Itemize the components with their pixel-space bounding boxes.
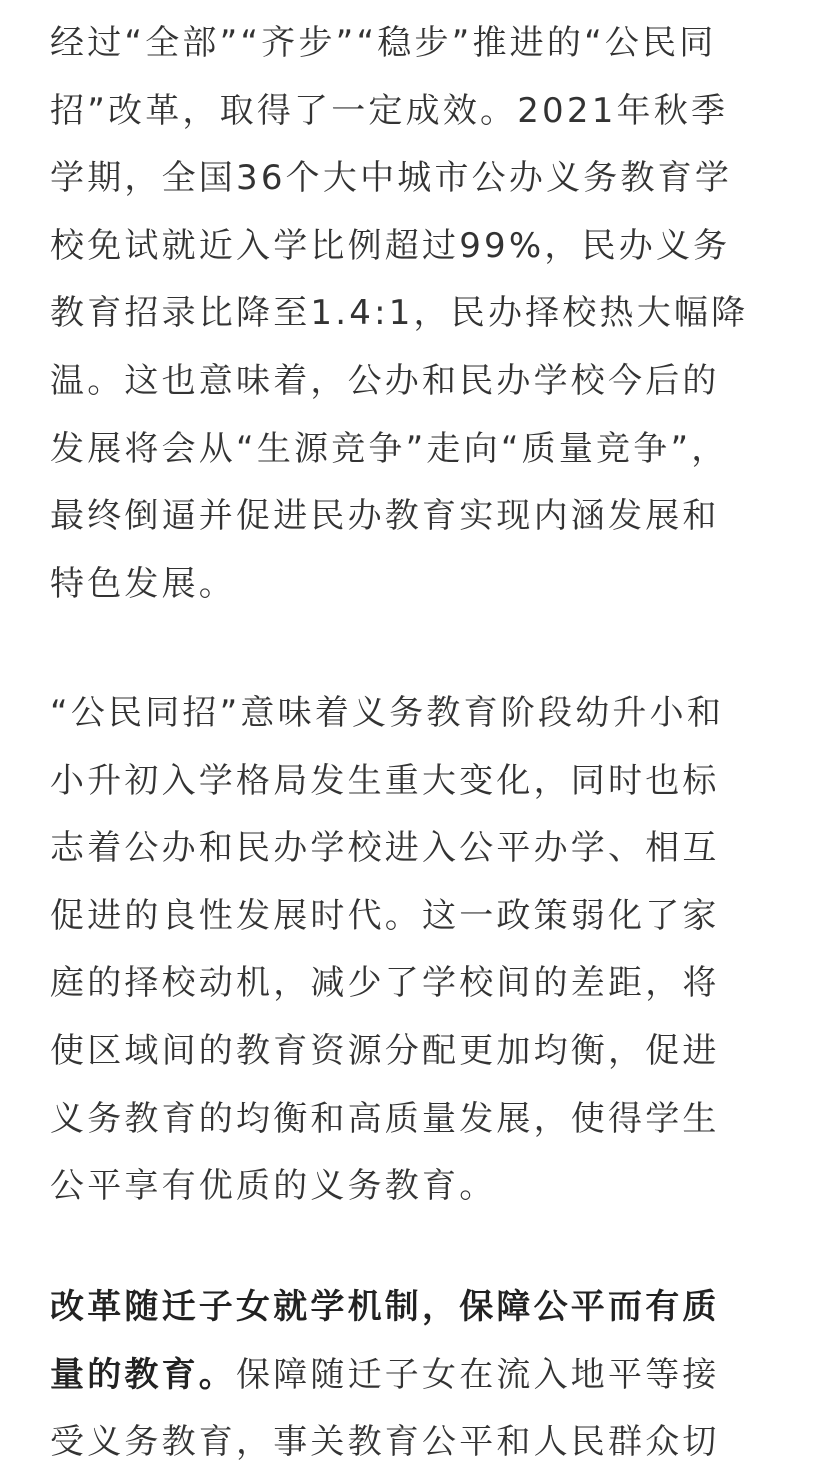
paragraph-line: 志着公办和民办学校进入公平办学、相互 xyxy=(50,828,720,869)
paragraph-line: 使区域间的教育资源分配更加均衡，促进 xyxy=(50,1030,720,1071)
body-text: 保障随迁子女在流入地平等接 xyxy=(236,1354,720,1395)
paragraph-line: 最终倒逼并促进民办教育实现内涵发展和 xyxy=(50,496,720,537)
paragraph-line xyxy=(50,1274,778,1342)
paragraph-line: 特色发展。 xyxy=(50,563,236,604)
paragraph-line: 促进的良性发展时代。这一政策弱化了家 xyxy=(50,895,720,936)
paragraph-line: 教育招录比降至1.4:1，民办择校热大幅降 xyxy=(50,293,749,334)
paragraph-line: 校免试就近入学比例超过99%，民办义务 xyxy=(50,225,731,266)
paragraph-line: 公平享有优质的义务教育。 xyxy=(50,1166,497,1207)
paragraph-line xyxy=(50,1342,778,1410)
paragraph-line: “公民同招”意味着义务教育阶段幼升小和 xyxy=(50,693,725,733)
bold-heading-text: 量的教育。 xyxy=(50,1354,236,1395)
bold-heading-text: 改革随迁子女就学机制，保障公平而有质 xyxy=(50,1287,720,1327)
paragraph-line: 学期，全国36个大中城市公办义务教育学 xyxy=(50,158,733,199)
paragraph-line: 经过“全部”“齐步”“稳步”推进的“公民同 xyxy=(50,23,717,63)
paragraph-3 xyxy=(50,1274,778,1477)
paragraph-line: 招”改革，取得了一定成效。2021年秋季 xyxy=(50,90,729,131)
paragraph-1 xyxy=(50,10,778,618)
paragraph-line: 小升初入学格局发生重大变化，同时也标 xyxy=(50,760,720,801)
paragraph-2 xyxy=(50,680,778,1221)
paragraph-line: 义务教育的均衡和高质量发展，使得学生 xyxy=(50,1098,720,1139)
paragraph-line: 发展将会从“生源竞争”走向“质量竞争”， xyxy=(50,428,729,469)
paragraph-line: 受义务教育，事关教育公平和人民群众切 xyxy=(50,1422,720,1463)
paragraph-line: 温。这也意味着，公办和民办学校今后的 xyxy=(50,360,720,401)
paragraph-line: 庭的择校动机，减少了学校间的差距，将 xyxy=(50,963,720,1004)
